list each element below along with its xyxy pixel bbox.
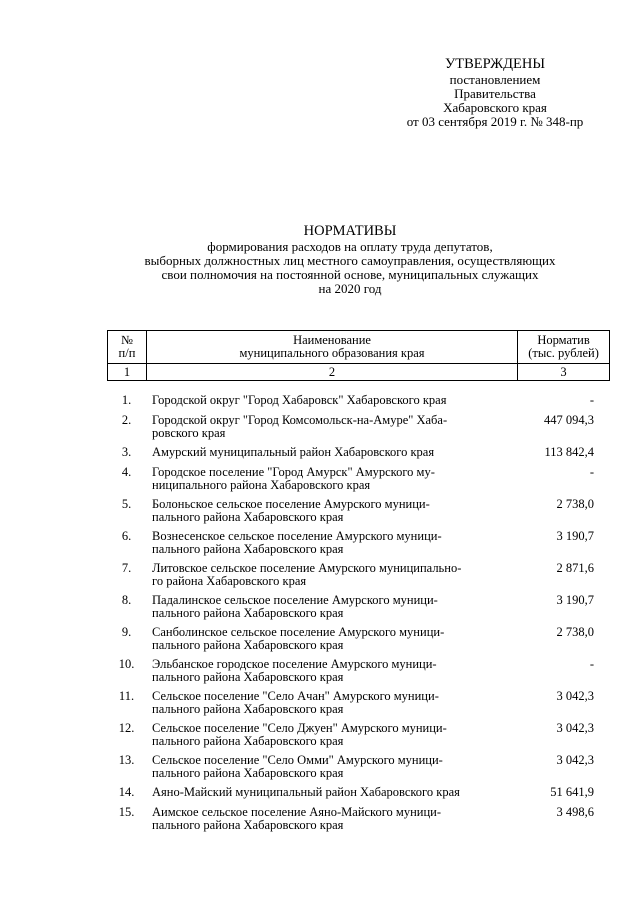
row-name-line: пального района Хабаровского края [152,733,344,748]
row-name [152,562,512,587]
header-name [146,331,517,364]
row-number: 9. [121,625,132,639]
row-name [152,466,512,491]
row-number: 12. [118,721,135,735]
row-name-line: ровского края [152,425,226,440]
row-value: 3 190,7 [556,529,594,543]
row-name-line: пального района Хабаровского края [152,541,344,556]
approval-title: УТВЕРЖДЕНЫ [444,56,546,72]
subtitle-line: выборных должностных лиц местного самоуправления, осуществляющих [144,253,556,268]
row-name-line: пального района Хабаровского края [152,765,344,780]
table-row [107,786,610,806]
document-subtitle [60,240,640,296]
table-row [107,394,610,414]
row-number: 15. [118,805,135,819]
row-value: 51 641,9 [550,785,594,799]
subtitle-line: на 2020 год [318,281,382,296]
row-value: 3 042,3 [556,753,594,767]
row-name-line: Аимское сельское поселение Аяно-Майского муници- [152,805,442,819]
row-name [152,446,512,459]
table-row [107,466,610,498]
table-row [107,722,610,754]
approval-line: постановлением [449,72,541,87]
header-name-line1: Наименование [293,333,371,347]
row-name-line: Аяно-Майский муниципальный район Хабаровского края [152,785,460,799]
row-value: 3 042,3 [556,721,594,735]
row-name-line: Эльбанское городское поселение Амурского муници- [152,657,437,671]
row-value: - [589,465,594,479]
row-name-line: Сельское поселение "Село Джуен" Амурского муници- [152,721,447,735]
table-row [107,446,610,466]
row-name-line: ниципального района Хабаровского края [152,477,371,492]
row-number: 2. [121,413,132,427]
table-body [107,394,610,838]
row-number: 11. [118,689,135,703]
approval-line: Хабаровского края [443,100,547,115]
row-value: 2 871,6 [556,561,594,575]
subtitle-line: свои полномочия на постоянной основе, муниципальных служащих [161,267,539,282]
row-value: 3 042,3 [556,689,594,703]
row-number: 3. [121,445,132,459]
row-name [152,594,512,619]
row-name-line: Городской округ "Город Хабаровск" Хабаровского края [152,393,447,407]
row-value: 2 738,0 [556,497,594,511]
header-num [108,331,147,364]
row-name-line: го района Хабаровского края [152,573,307,588]
row-name [152,754,512,779]
row-value: 447 094,3 [544,413,594,427]
row-value: - [589,657,594,671]
row-name [152,690,512,715]
row-name [152,806,512,831]
row-name-line: Вознесенское сельское поселение Амурского муници- [152,529,442,543]
table-row [107,806,610,838]
row-name [152,530,512,555]
table-row [107,562,610,594]
header-norm-line2: (тыс. рублей) [528,346,599,360]
table-row [107,594,610,626]
row-number: 1. [121,393,132,407]
row-name-line: Городской округ "Город Комсомольск-на-Амуре" Хаба- [152,413,448,427]
row-name [152,414,512,439]
row-name [152,722,512,747]
row-number: 10. [118,657,135,671]
row-name [152,786,512,799]
table-header [107,330,610,381]
row-name [152,394,512,407]
row-name-line: пального района Хабаровского края [152,509,344,524]
row-name-line: пального района Хабаровского края [152,817,344,832]
subtitle-line: формирования расходов на оплату труда депутатов, [207,239,493,254]
row-value: 2 738,0 [556,625,594,639]
approval-block [380,56,610,129]
row-name-line: Амурский муниципальный район Хабаровского края [152,445,435,459]
row-name-line: пального района Хабаровского края [152,637,344,652]
col-number-2: 2 [146,364,517,381]
row-name [152,498,512,523]
row-number: 7. [121,561,132,575]
col-number-3: 3 [518,364,610,381]
row-name-line: Болоньское сельское поселение Амурского муници- [152,497,430,511]
row-number: 5. [121,497,132,511]
table-row [107,626,610,658]
table-row [107,498,610,530]
row-number: 6. [121,529,132,543]
row-number: 13. [118,753,135,767]
row-number: 8. [121,593,132,607]
approval-date-line: от 03 сентября 2019 г. № 348-пр [406,114,584,129]
header-name-line2: муниципального образования края [239,346,425,360]
row-name-line: пального района Хабаровского края [152,605,344,620]
table-row [107,690,610,722]
table-row [107,658,610,690]
row-name-line: Литовское сельское поселение Амурского муниципально- [152,561,462,575]
approval-line: Правительства [454,86,536,101]
row-name [152,658,512,683]
row-value: 113 842,4 [544,445,594,459]
header-norm-line1: Норматив [537,333,590,347]
table-row [107,754,610,786]
table-row [107,530,610,562]
header-norm [518,331,610,364]
document-title: НОРМАТИВЫ [303,223,397,239]
row-value: 3 190,7 [556,593,594,607]
header-num-line2: п/п [118,346,136,360]
table-row [107,414,610,446]
header-num-line1: № [120,333,133,347]
row-value: 3 498,6 [556,805,594,819]
row-name [152,626,512,651]
row-value: - [589,393,594,407]
row-name-line: пального района Хабаровского края [152,669,344,684]
row-name-line: Сельское поселение "Село Омми" Амурского муници- [152,753,443,767]
row-number: 14. [118,785,135,799]
row-name-line: Санболинское сельское поселение Амурского муници- [152,625,445,639]
col-number-1: 1 [108,364,147,381]
row-number: 4. [121,465,132,479]
row-name-line: Падалинское сельское поселение Амурского муници- [152,593,438,607]
row-name-line: Городское поселение "Город Амурск" Амурского му- [152,465,435,479]
row-name-line: Сельское поселение "Село Ачан" Амурского муници- [152,689,439,703]
row-name-line: пального района Хабаровского края [152,701,344,716]
